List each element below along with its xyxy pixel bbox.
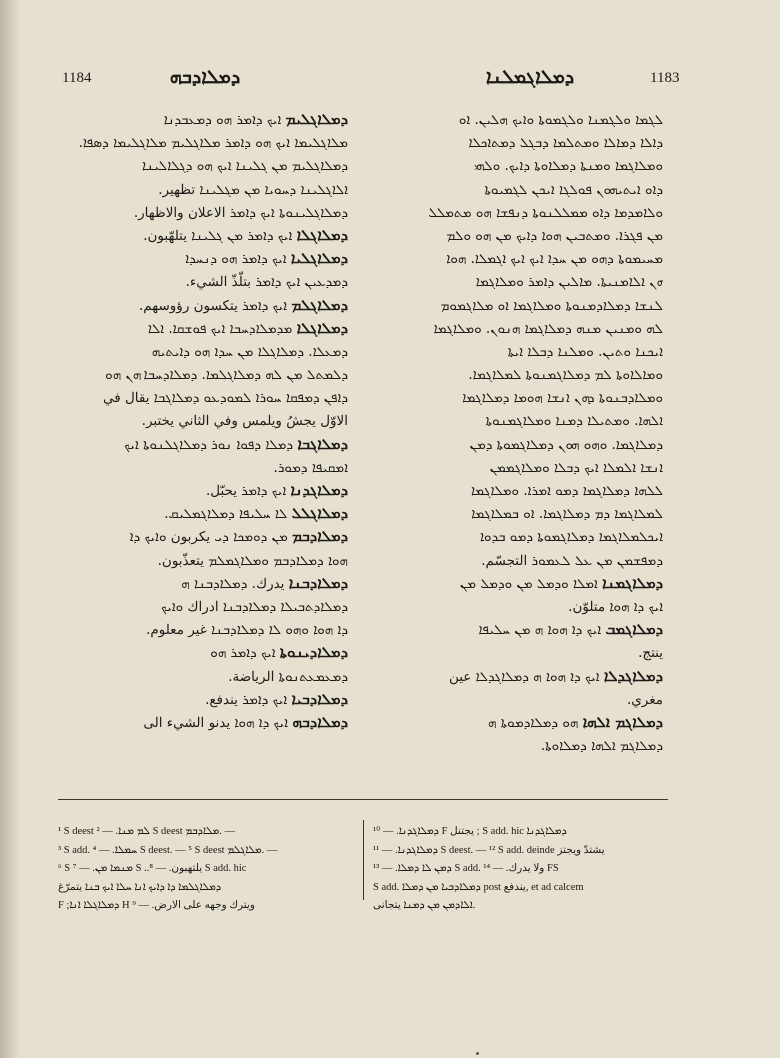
entry-lemma: ܕܡܠܐܕܒܢܐ: [288, 573, 348, 592]
entry-text: ܐܝܟ ܕܐܡܪ ܗܘ ܕܡܥܒܕܢܐ: [163, 112, 286, 128]
entry-lemma: ܕܡܠܐܓܕܠܐ: [603, 666, 663, 685]
entry-text: ܗܘܐ ܕܡܠܐܕܒܡ ܘܡܠܐܓܡܠܡ يتعذّبون.: [157, 552, 348, 569]
text-line: [373, 201, 663, 224]
entry-text: ܐܝܟܢܐ ܘܬܝܢ. ܘܡܠܢܐ ܕܒܠܐ ܐܝܬܐ: [507, 343, 663, 360]
text-line: [58, 456, 348, 479]
text-line: [58, 641, 348, 664]
entry-text: ܕܡܠܐܓܡ ܐܠܗܐ ܕܡܠܐܘܬܐ.: [540, 738, 663, 755]
page-gutter-shadow: [0, 0, 20, 1058]
entry-text: يدرك. ܕܡܠܐܕܒܢܐ ܗ: [181, 575, 289, 592]
text-line: [58, 224, 348, 247]
footnote-line: ¹ S deest ܠܡ ܡܢܐ. — ² S deest ܡܠܐܕܒܡ. —: [58, 826, 236, 837]
entry-lemma: ܕܡܠܐܓܠܐ: [296, 225, 348, 244]
entry-lemma: ܕܡܠܐܓܡܢܐ: [602, 573, 663, 592]
entry-text: ܐܠܗܐ. ܘܡܬܝܠܐ ܕܡܢܐ ܘܡܠܐܓܡܢܘܬܐ: [485, 413, 663, 430]
entry-lemma: ܕܡܠܐܓܠܝܡ: [285, 110, 348, 128]
entry-text: ܕܐܠܐ ܕܡܐܠܐ ܘܡܬܠܡܐ ܕܒܓܠ ܕܡܬܐܟܠܐ: [468, 135, 663, 152]
entry-text: ܡܠܐܓܠܝܡܐ ܐܝܟ ܗܘ ܕܐܡܪ ܡܠܐܓܠܝܡ ܡܠܐܓܠܝܡܐ ܕܣܦܐ.: [78, 135, 348, 152]
entry-lemma: ܕܡܠܐܓܒܐ: [297, 434, 348, 453]
scan-speck: [476, 1052, 479, 1055]
entry-text: ܕܡܠܐܓܡܐ. ܘܗܘ ܗܘܢ ܕܡܠܐܓܡܘܬܐ ܕܡܢ: [469, 436, 663, 453]
entry-text: ܗܢ ܐܠܐܡܢܝܬܐ. ܡܐܠܝܢ ܕܐܡܪ ܘܡܠܐܓܡܐ: [475, 274, 663, 291]
entry-text: مغري.: [626, 691, 663, 708]
footnote-line: ܕܡܢ ܠܐ ܕܡܠܐ. — ¹³ S add. ولا يدرك. — ¹⁴ FS: [373, 863, 559, 874]
entry-text: ܗܘ ܕܡܠܐܕܡܘܬܐ ܗ: [487, 714, 583, 731]
text-line: [373, 224, 663, 247]
text-line: [373, 363, 663, 386]
text-line: [373, 502, 663, 525]
footnote-line: ܕܡܠܐܓܕܢܐ. — ¹⁰ F يجتنل ; S add. hic ܕܡܠܐܓܕܢܐ: [373, 826, 567, 837]
text-line: [58, 317, 348, 340]
entry-text: ܕܡܦܫܡܢ ܡܢ ܥܠ ܠܥܡܘܪ التجسّم.: [481, 552, 663, 569]
entry-text: ܐܡܠܐ ܘܕܡܠ ܡܢ ܘܕܡܠ ܡܢ: [459, 575, 603, 592]
text-line: [58, 711, 348, 734]
entry-text: ܠܠܗܐ ܕܡܠܐܓܡܐ ܕܡܘ ܐܡܪܐ. ܘܡܠܐܓܡܐ: [471, 483, 663, 499]
text-line: [373, 131, 663, 154]
entry-text: ينتج.: [638, 645, 663, 662]
right-running-head: ܕܡܠܐܓܡܠܢܐ: [485, 66, 575, 88]
entry-lemma: ܕܡܠܐܓܡܒ: [605, 620, 663, 639]
text-line: [373, 409, 663, 432]
text-line: [373, 456, 663, 479]
text-line: [373, 317, 663, 340]
entry-text: ܕܐ ܗܘܐ ܘܗܘ ܠܐ ܕܡܠܐܕܒܢܐ غير معلوم.: [146, 622, 348, 639]
entry-text: ܠܡܠܐܓܡܐ ܕܡ ܕܡܠܐܓܡܐ. ܐܘ ܒܡܠܐܓܡܐ: [471, 506, 663, 523]
text-line: [373, 688, 663, 711]
entry-text: ܕܐܘ ܐܝܬܝܗܘܢ ܦܘܠܓܐ ܐܝܟܢ ܠܓܡܝܘܬܐ: [484, 181, 663, 198]
left-text-column: [58, 108, 348, 734]
text-line: [58, 201, 348, 224]
text-line: [58, 409, 348, 432]
entry-text: ܕܡܠܐ ܕܦܘܐ ܢܘܪ ܕܡܠܐܓܠܢܘܬܐ ܐܝܟ: [124, 436, 298, 453]
footnote-line: ³ S add. ܚܡܠܐ. — ⁴ S deest. — ⁵ S deest ܡܠܐܓܠܡ. —: [58, 844, 278, 856]
text-line: [58, 363, 348, 386]
entry-lemma: ܕܡܠܐܕܝܢܘܬܐ: [279, 643, 348, 662]
entry-text: ܐܡܩܝܦܐ ܕܡܘܪ.: [273, 459, 348, 476]
entry-text: ܡܕܡܠܐܕܚܒܐ ܐܝܟ ܦܘܫܩܐ. ܐܠܐ: [147, 320, 297, 337]
text-line: [58, 549, 348, 572]
entry-text: ܐܝܟܠܡܠܐܓܡܐ ܕܡܠܐܓܡܘܬܐ ܕܡܘ ܒܕܘܐ: [479, 529, 663, 546]
text-line: [58, 247, 348, 270]
entry-lemma: ܕܡܠܐܓܠܐ: [296, 318, 348, 337]
text-line: [58, 525, 348, 548]
text-line: [373, 549, 663, 572]
text-line: [373, 247, 663, 270]
text-line: [58, 386, 348, 409]
entry-text: ܕܡܠܐܓܠܝܡ ܡܢ ܓܠܝܢܐ ܐܝܟ ܗܘ ܕܓܠܐܠܝܢܐ: [142, 158, 348, 175]
entry-text: ܐܝܟ ܕܐ ܗܘܐ متلوّن.: [568, 598, 663, 615]
entry-text: ܠܗ ܘܡܢܝܢ ܡܢܗ ܕܡܠܐܓܡܐ ܗܢܘܢ. ܘܡܠܐܓܡܐ: [433, 320, 663, 337]
left-running-head: ܕܡܠܐܕܒܗ: [169, 66, 241, 88]
entry-text: ܐܠܐܓܠܝܢܐ ܕܚܘܝܐ ܡܢ ܡܓܠܝܢܐ تظهير.: [158, 181, 348, 198]
text-line: [58, 502, 348, 525]
entry-lemma: ܕܡܠܐܓܕܢܐ: [290, 481, 348, 499]
entry-text: ܐܝܟ ܕܐ ܗܘܐ ܗ ܡܢ ܚܠܝܦܐ: [478, 622, 606, 639]
text-line: [373, 270, 663, 293]
text-line: [58, 340, 348, 363]
text-line: [58, 479, 348, 502]
text-line: [373, 433, 663, 456]
footnote-rule: [58, 799, 668, 800]
text-line: [58, 270, 348, 293]
text-line: [58, 131, 348, 154]
text-line: [373, 595, 663, 618]
entry-text: ܐܝܟ ܕܐ ܗܘܐ يدنو الشيء الى: [143, 714, 293, 731]
entry-text: ܡܢ ܕܘܡܟܐ ܕܝ يكربون ܘܐܝܟ ܕܐ: [129, 529, 292, 546]
text-line: [58, 294, 348, 317]
entry-text: ܘܡܠܐܓܡܐ ܘܡܢܬܐ ܕܡܠܐܘܬܐ ܕܐܝܟ. ܘܠܗܝ: [474, 158, 663, 175]
entry-lemma: ܕܡܠܐܓܡ ܐܠܗܐ: [582, 712, 663, 731]
text-line: [373, 108, 663, 131]
text-line: [373, 734, 663, 757]
entry-text: ܐܝܟ ܕܐܡܪ يندفع.: [205, 691, 292, 708]
text-line: [373, 572, 663, 595]
entry-lemma: ܕܡܠܐܓܠܡ: [291, 295, 348, 314]
entry-text: ܕܡܠܐܓܠܝܢܘܬܐ ܐܝܟ ܕܐܡܪ الاعلان والاظهار.: [133, 204, 348, 221]
right-footnotes: [373, 823, 668, 916]
text-line: [373, 178, 663, 201]
text-line: [373, 340, 663, 363]
entry-text: ܕܐܦܢ ܕܡܦܩܐ ܚܘܪܐ ܠܡܘܕܥܘ ܕܡܠܐܓܒܐ يقال في: [103, 390, 348, 407]
entry-text: ܕܡܥܠܐ. ܕܡܠܐܓܠܐ ܡܢ ܚܕܐ ܗܘ ܕܐܝܬܝܗ: [151, 343, 348, 360]
text-line: [58, 108, 348, 131]
entry-text: ܐܝܟ ܕܐܡܪ يحبّل.: [205, 483, 291, 499]
text-line: [373, 618, 663, 641]
text-line: [58, 154, 348, 177]
text-line: [373, 665, 663, 688]
entry-text: ܕܠܡܬܠ ܡܢ ܠܗ ܕܡܠܐܓܠܡܐ. ܕܡܠܐܕܚܒܐ ܗܢ ܗܘ: [105, 367, 348, 384]
text-line: [373, 479, 663, 502]
entry-text: ܘܡܠܐܕܒܢܘܬܐ ܕܗܢ ܐܢܫܐ ܗܘܡܐ ܕܡܠܐܓܡܐ: [462, 390, 663, 407]
entry-text: ܠܐ ܚܠܝܦܐ ܕܡܠܐܓܡܠܝܩ.: [164, 506, 292, 523]
text-line: [58, 618, 348, 641]
entry-text: ܐܝܟ ܕܐܡܪ ܡܢ ܓܠܝܢܐ يتلهّبون.: [143, 227, 297, 244]
entry-lemma: ܕܡܠܐܕܒܗ: [292, 712, 348, 731]
entry-lemma: ܕܡܠܐܓܠܠ: [291, 504, 348, 523]
text-line: [58, 433, 348, 456]
entry-text: ܐܝܟ ܕܐܡܪ ܗܘ ܕܢܚܕܐ: [185, 251, 291, 268]
text-line: [373, 525, 663, 548]
entry-text: ܘܡܐܠܐܘܬܐ ܠܡ ܕܡܠܐܓܡܢܘܬܐ ܠܡܠܐܓܡܐ.: [468, 367, 663, 384]
right-text-column: [373, 108, 663, 757]
text-line: [373, 294, 663, 317]
entry-text: ܐܝܟ ܕܐ ܗܘܐ ܗ ܕܡܠܐܓܕܠܐ عين: [448, 668, 604, 685]
entry-text: ܐܢܫܐ ܐܠܡܠܐ ܐܝܟ ܕܒܠܐ ܘܡܠܐܓܡܡܢ: [489, 459, 663, 476]
footnote-line: F ;ܕܡܠܐܓܠܐ ܐܢܐ H ⁹ — .ويترك وجهه على الارض: [58, 900, 255, 911]
text-line: [58, 178, 348, 201]
left-page-number: 1184: [62, 70, 92, 86]
text-line: [373, 711, 663, 734]
footnote-column-divider: [363, 820, 364, 900]
entry-text: ܘܠܐܡܕܡܐ ܕܐܘ ܡܡܠܠܢܘܬܐ ܕܢܦܫܐ ܗܘ ܡܬܡܠܠ: [428, 204, 663, 221]
entry-text: ܡܚܝܡܘܬܐ ܕܗܘ ܡܢ ܚܕܐ ܐܝܟ ܐܝܟ ܐܓܡܠܐ. ܗܘܐ: [446, 251, 663, 268]
text-line: [58, 595, 348, 618]
entry-text: ܕܡܕܥܝܢ ܐܝܟ ܕܐܡܪ بتلّذّ الشيء.: [185, 274, 348, 291]
entry-text: الاوّل يجشُ ويلمس وفي الثاني يختبر.: [141, 413, 348, 430]
text-line: [58, 688, 348, 711]
right-page-number: 1183: [650, 70, 680, 86]
entry-text: ܕܡܠܐܕܬܒܝܠܐ ܕܡܠܐܕܒܢܐ ادراك ܘܐܝܟ: [161, 598, 348, 615]
entry-text: ܐܝܟ ܕܐܡܪ ܗܘ: [210, 645, 280, 662]
entry-text: ܡܢ ܦܓܪܐ. ܘܡܬܒܝܢ ܗܘܐ ܕܐܝܟ ܡܢ ܗܘ ܘܠܡ: [446, 227, 663, 244]
left-footnotes: [58, 823, 356, 916]
footnote-line: S add. ܕܡܠܐܕܒܝܐ ܡܢ ܕܡܠܐ post يندفع, et ad calcem: [373, 881, 584, 893]
footnote-line: ܕܡܠܐܓܠܡܐ ܕܐ ܕܐܝܟ ܐܢܐ ܚܠܐ ܐܝܟ ܒܢܐ يتمرّغ: [58, 881, 222, 893]
footnote-line: ⁶ S ܡܢܡܐ ܡܢ. — ⁷ S ..يلتهبون. — ⁸ S add. hic: [58, 863, 247, 874]
entry-text: ܕܡܥܡܥܬܢܘܬܐ الرياضة.: [228, 668, 348, 685]
entry-text: ܐܝܟ ܕܐܡܪ يتكسون رؤوسهم.: [138, 297, 292, 314]
entry-text: ܠܢܫܐ ܕܡܠܐܕܡܢܘܬܐ ܘܡܠܐܓܡܐ ܐܘ ܡܠܐܓܡܘܡ: [440, 297, 663, 314]
entry-lemma: ܕܡܠܐܕܒܡ: [292, 527, 348, 546]
text-line: [58, 665, 348, 688]
text-line: [373, 641, 663, 664]
footnote-line: ܐܠܐܕܡܢ ܡܢ ܕܡܢܐ يتجانى.: [373, 900, 476, 911]
text-line: [373, 386, 663, 409]
footnote-line: ܕܡܠܐܓܕܢܐ. — ¹¹ S deest. — ¹² S add. deinde يشتدّ ويجتز: [373, 844, 605, 856]
text-line: [373, 154, 663, 177]
entry-lemma: ܕܡܠܐܓܠܝܐ: [290, 249, 348, 268]
entry-lemma: ܕܡܠܐܕܒܝܐ: [291, 689, 348, 708]
text-line: [58, 572, 348, 595]
entry-text: ܠܓܡܐ ܘܠܓܡܢܐ ܘܠܓܡܘܬܐ ܘܐܝܟ ܗܠܝܢ. ܐܘ: [458, 112, 663, 128]
